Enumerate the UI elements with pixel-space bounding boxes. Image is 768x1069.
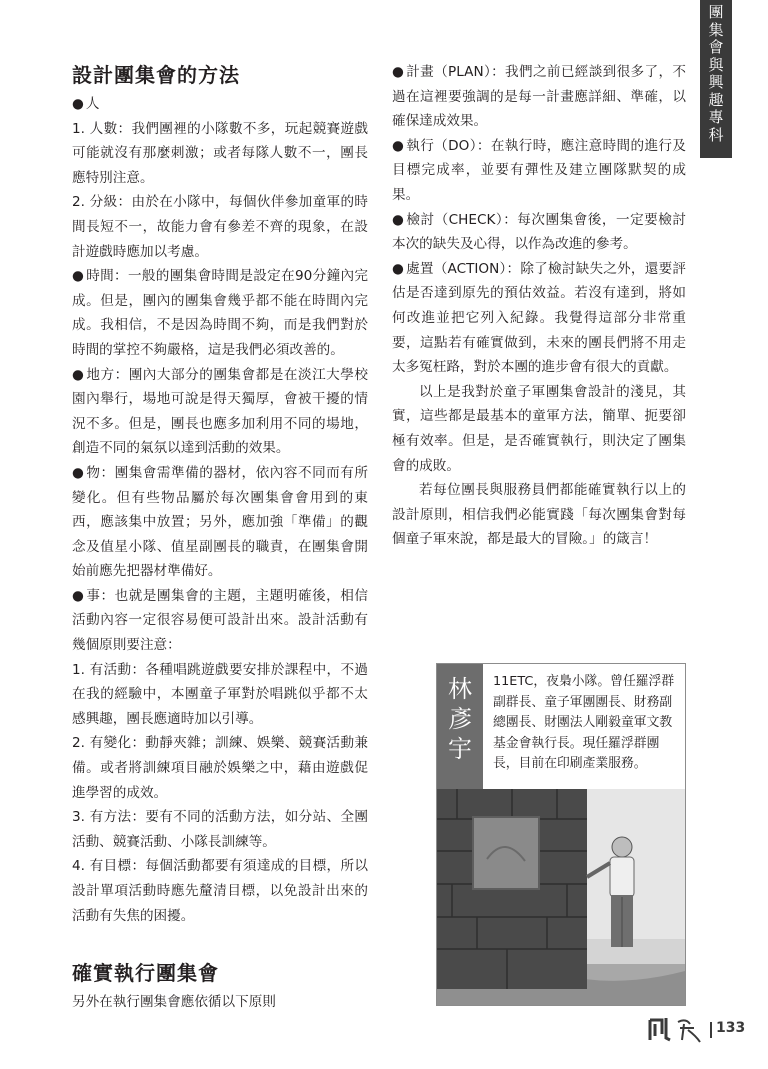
author-bio-text: 11ETC，夜梟小隊。曾任羅浮群副群長、童子軍團團長、財務副總團長、財團法人剛毅童軍文教基金會執行長。現任羅浮群團長，目前在印刷產業服務。 [493,674,675,771]
paragraph: 1. 人數：我們團裡的小隊數不多，玩起競賽遊戲可能就沒有那麼刺激；或者每隊人數不一，團長應特別注意。 [72,120,368,186]
bullet-icon: ● [72,587,85,604]
paragraph: ● 檢討（CHECK）：每次團集會後，一定要檢討本次的缺失及心得，以作為改進的參考。 [392,211,686,253]
paragraph: 4. 有目標：每個活動都要有須達成的目標，所以設計單項活動時應先釐清目標，以免設計出來的活動有失焦的困擾。 [72,858,368,924]
author-name [437,664,483,789]
magazine-logo-icon [644,1014,706,1044]
sidebar-char: 會 [708,38,724,56]
bullet-icon: ● [72,366,85,383]
right-column [392,60,686,552]
sidebar-char: 專 [708,108,724,126]
paragraph: 3. 有方法：要有不同的活動方法，如分站、全團活動、競賽活動、小隊長訓練等。 [72,809,368,850]
paragraph: 1. 有活動：各種唱跳遊戲要安排於課程中，不過在我的經驗中，本團童子軍對於唱跳似乎都不太感興趣，團長應適時加以引導。 [72,661,368,727]
section-heading-execution: 確實執行團集會 [72,961,219,986]
sub-heading-person: 人 [85,96,100,112]
paragraph: ● 物：團集會需準備的器材，依內容不同而有所變化。但有些物品屬於每次團集會會用到的東西，應該集中放置；另外，應加強「準備」的觀念及值星小隊、值星副團長的職責，在團集會開始前應先把器材準備好。 [72,464,368,580]
bullet-icon: ● [392,64,405,80]
paragraph: 另外在執行團集會應依循以下原則 [72,994,276,1011]
section-title-vertical [700,0,732,158]
section-heading-methods: 設計團集會的方法 [72,63,240,87]
bullet-icon: ● [72,268,85,285]
sidebar-char: 趣 [708,90,724,109]
author-name-char: 彥 [448,705,472,733]
author-photo [437,789,685,1005]
paragraph: ● 時間：一般的團集會時間是設定在90分鐘內完成。但是，團內的團集會幾乎都不能在時間內完成。我相信，不是因為時間不夠，而是我們對於時間的掌控不夠嚴格，這是我們必須改善的。 [72,268,368,358]
paragraph: ● 事：也就是團集會的主題，主題明確後，相信活動內容一定很容易便可設計出來。設計活動有幾個原則要注意： [72,587,368,654]
paragraph: ● 地方：團內大部分的團集會都是在淡江大學校園內舉行，場地可說是得天獨厚，會被干擾的情況不多。但是，團長也應多加利用不同的場地，創造不同的氣氛以達到活動的效果。 [72,366,368,457]
left-column [72,58,368,1015]
paragraph [72,92,368,117]
sidebar-char: 團 [708,3,724,21]
bullet-icon: ● [392,137,405,154]
paragraph: 2. 有變化：動靜夾雜；訓練、娛樂、競賽活動兼備。或者將訓練項目融於娛樂之中，藉由遊戲促進學習的成效。 [72,735,368,801]
author-name-char: 林 [448,675,472,703]
sidebar-char: 集 [708,20,724,39]
bullet-icon: ● [392,260,405,277]
paragraph: ● 計畫（PLAN）：我們之前已經談到很多了，不過在這裡要強調的是每一計畫應詳細、準確，以確保達成效果。 [392,64,686,130]
paragraph: 以上是我對於童子軍團集會設計的淺見，其實，這些都是最基本的童軍方法，簡單、扼要卻極有效率。但是，是否確實執行，則決定了團集會的成敗。 [392,383,686,474]
author-bio-box [436,663,686,1006]
author-name-char: 宇 [448,735,472,763]
page-number: 133 [716,1020,746,1036]
paragraph: ● 處置（ACTION）：除了檢討缺失之外，還要評估是否達到原先的預估效益。若沒有達到，將如何改進並把它列入紀錄。我覺得這部分非常重要，這點若有確實做到，未來的團長們將不用走太多冤枉路，對於本團的進步會有很大的貢獻。 [392,260,686,376]
paragraph: 若每位團長與服務員們都能確實執行以上的設計原則，相信我們必能實踐「每次團集會對每個童子軍來說，都是最大的冒險。」的箴言！ [392,482,686,548]
sidebar-char: 興 [708,73,724,91]
divider [710,1022,712,1038]
sidebar-char: 與 [708,55,724,74]
paragraph: ● 執行（DO）：在執行時，應注意時間的進行及目標完成率，並要有彈性及建立團隊默契的成果。 [392,137,686,203]
bullet-icon: ● [392,211,405,228]
bullet-icon: ● [72,96,84,112]
paragraph: 2. 分級：由於在小隊中，每個伙伴參加童軍的時間長短不一，故能力會有參差不齊的現象，在設計遊戲時應加以考慮。 [72,194,368,260]
bullet-icon: ● [72,464,85,481]
sidebar-char: 科 [708,125,724,144]
